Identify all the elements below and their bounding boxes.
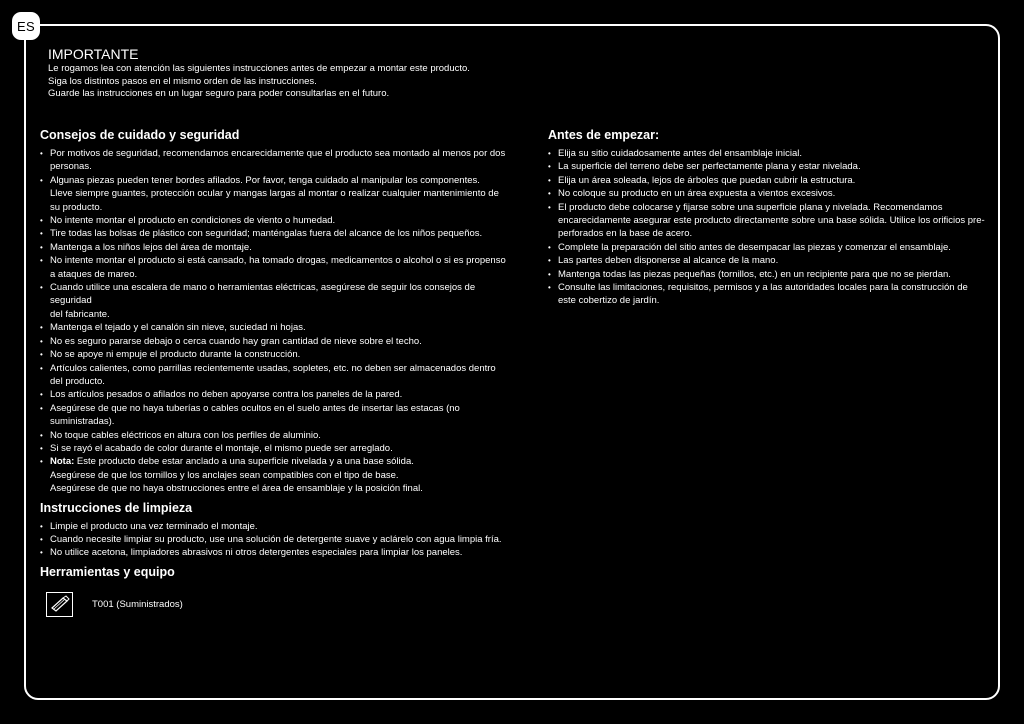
note-text: Este producto debe estar anclado a una superficie nivelada y a una base sólida.: [74, 456, 414, 468]
list-item: • No intente montar el producto si está cansado, ha tomado drogas, medicamentos o alcohol o si es propenso a ataques de mareo.: [40, 254, 510, 281]
list-item: • Las partes deben disponerse al alcance de la mano.: [548, 254, 988, 267]
gloves-icon: [46, 592, 73, 617]
note-line: Asegúrese de que los tornillos y los anclajes sean compatibles con el tipo de base.: [50, 469, 399, 481]
before-list: [548, 147, 988, 308]
list-item: • No es seguro pararse debajo o cerca cuando hay gran cantidad de nieve sobre el techo.: [40, 335, 510, 348]
cleaning-heading: Instrucciones de limpieza: [40, 500, 193, 515]
list-item: • No intente montar el producto en condiciones de viento o humedad.: [40, 214, 510, 227]
language-badge: ES: [12, 12, 40, 40]
list-item: • Los artículos pesados o afilados no deben apoyarse contra los paneles de la pared.: [40, 388, 510, 401]
intro-title: IMPORTANTE: [48, 46, 139, 62]
tool-label: T001 (Suministrados): [92, 598, 183, 610]
list-item: • No coloque su producto en un área expuesta a vientos excesivos.: [548, 187, 988, 200]
safety-list: [40, 147, 510, 496]
list-item: • Limpie el producto una vez terminado el montaje.: [40, 520, 510, 533]
right-column: [548, 127, 988, 308]
left-column: [40, 127, 510, 617]
list-item: • Cuando utilice una escalera de mano o herramientas eléctricas, asegúrese de seguir los consejos de seguridad: [40, 281, 510, 308]
list-item: • Mantenga a los niños lejos del área de montaje.: [40, 241, 510, 254]
intro-line: Guarde las instrucciones en un lugar seguro para poder consultarlas en el futuro.: [48, 88, 390, 99]
list-item: • Por motivos de seguridad, recomendamos encarecidamente que el producto sea montado al menos por dos personas.: [40, 147, 510, 174]
list-item: • La superficie del terreno debe ser perfectamente plana y estar nivelada.: [548, 160, 988, 173]
list-item: • Mantenga todas las piezas pequeñas (tornillos, etc.) en un recipiente para que no se pierdan.: [548, 268, 988, 281]
cleaning-list: [40, 520, 510, 560]
list-item: • Algunas piezas pueden tener bordes afilados. Por favor, tenga cuidado al manipular los componentes.: [40, 174, 510, 187]
list-item: • No se apoye ni empuje el producto durante la construcción.: [40, 348, 510, 361]
list-item: • Consulte las limitaciones, requisitos, permisos y a las autoridades locales para la construcción de este cobertizo de jardín.: [548, 281, 988, 308]
tools-heading: Herramientas y equipo: [40, 564, 175, 579]
list-item: Lleve siempre guantes, protección ocular y mangas largas al montar o realizar cualquier mantenimiento de su producto.: [50, 188, 499, 213]
before-heading: Antes de empezar:: [548, 128, 660, 142]
safety-heading: Consejos de cuidado y seguridad: [40, 128, 240, 142]
intro-line: Siga los distintos pasos en el mismo orden de las instrucciones.: [48, 75, 317, 87]
intro-block: [48, 46, 648, 101]
list-item: del fabricante.: [50, 308, 110, 320]
list-item: • No toque cables eléctricos en altura con los perfiles de aluminio.: [40, 429, 510, 442]
list-item: • Elija su sitio cuidadosamente antes del ensamblaje inicial.: [548, 147, 988, 160]
list-item: • Complete la preparación del sitio antes de desempacar las piezas y comenzar el ensamblaje.: [548, 241, 988, 254]
list-item: • Mantenga el tejado y el canalón sin nieve, suciedad ni hojas.: [40, 321, 510, 334]
list-item: • Artículos calientes, como parrillas recientemente usadas, sopletes, etc. no deben ser almacenados dentro del producto.: [40, 362, 510, 389]
note-item: [40, 455, 510, 495]
list-item: • El producto debe colocarse y fijarse sobre una superficie plana y nivelada. Recomendamos encarecidamente asegurar este producto directamente sobre una base sólida. Utilice los orificios pre-perforados en la base de acero.: [548, 201, 988, 241]
note-label: Nota:: [50, 456, 75, 468]
list-item: • Elija un área soleada, lejos de árboles que puedan cubrir la estructura.: [548, 174, 988, 187]
list-item: • Tire todas las bolsas de plástico con seguridad; manténgalas fuera del alcance de los niños pequeños.: [40, 227, 510, 240]
list-item: • No utilice acetona, limpiadores abrasivos ni otros detergentes especiales para limpiar los paneles.: [40, 546, 510, 559]
list-item: • Asegúrese de que no haya tuberías o cables ocultos en el suelo antes de insertar las estacas (no suministradas).: [40, 402, 510, 429]
tool-row: [40, 592, 510, 617]
list-item: • Cuando necesite limpiar su producto, use una solución de detergente suave y aclárelo con agua limpia fría.: [40, 533, 510, 546]
note-line: Asegúrese de que no haya obstrucciones entre el área de ensamblaje y la posición final.: [50, 483, 423, 495]
list-item: • Si se rayó el acabado de color durante el montaje, el mismo puede ser arreglado.: [40, 442, 510, 455]
intro-line: Le rogamos lea con atención las siguientes instrucciones antes de empezar a montar este producto.: [48, 63, 470, 74]
